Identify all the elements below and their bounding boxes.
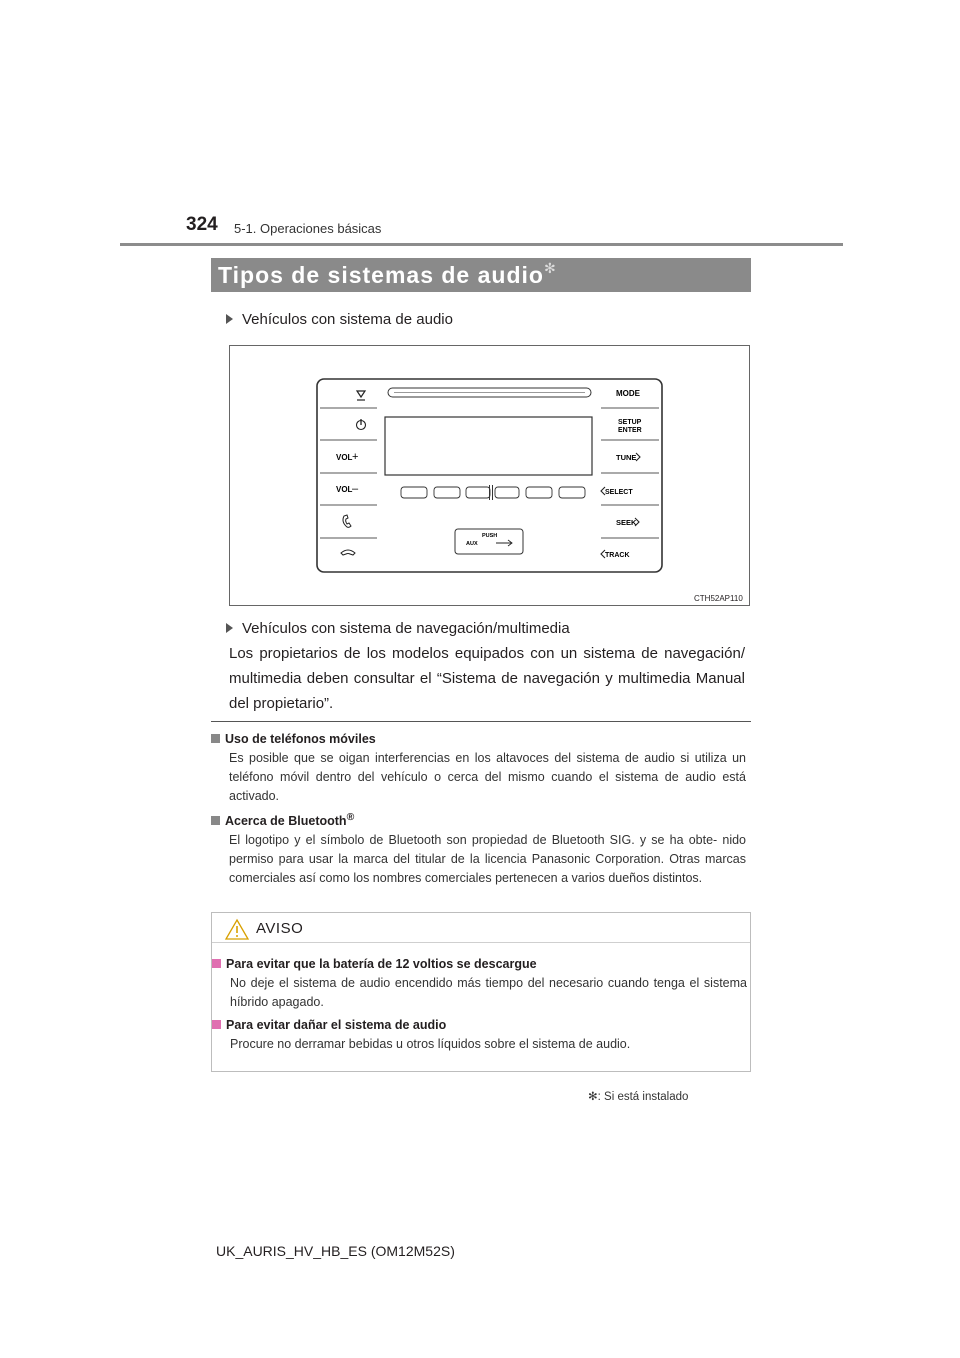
warning-header-rule bbox=[212, 942, 750, 943]
section-divider bbox=[211, 721, 751, 722]
figure-code: CTH52AP110 bbox=[694, 594, 743, 603]
push-label: PUSH bbox=[482, 533, 498, 539]
mode-label: MODE bbox=[616, 389, 640, 398]
chevron-right-icon bbox=[636, 453, 640, 461]
warning-item-heading bbox=[212, 955, 747, 974]
phone-icon bbox=[343, 515, 351, 527]
bullet-navigation-text: Vehículos con sistema de navegación/multimedia bbox=[242, 620, 570, 637]
registered-mark: ® bbox=[346, 812, 355, 823]
footnote-mark: ✻ bbox=[588, 1091, 598, 1103]
note-heading bbox=[211, 730, 746, 749]
footnote-text: : Si está instalado bbox=[597, 1091, 689, 1103]
installed-mark: ✻ bbox=[543, 260, 557, 276]
display-screen bbox=[385, 417, 592, 475]
document-code: UK_AURIS_HV_HB_ES (OM12M52S) bbox=[216, 1243, 455, 1259]
track-label: TRACK bbox=[605, 552, 630, 559]
square-bullet-icon bbox=[212, 959, 221, 968]
warning-item-text: Procure no derramar bebidas u otros líquidos sobre el sistema de audio. bbox=[230, 1037, 631, 1051]
bullet-audio bbox=[226, 311, 453, 328]
note-bluetooth bbox=[211, 808, 746, 888]
triangle-bullet-icon bbox=[226, 314, 233, 324]
plus-icon: + bbox=[352, 451, 359, 463]
aux-label: AUX bbox=[466, 541, 478, 547]
square-bullet-icon bbox=[211, 734, 220, 743]
triangle-bullet-icon bbox=[226, 623, 233, 633]
enter-label: ENTER bbox=[618, 427, 642, 434]
note-heading-text: Uso de teléfonos móviles bbox=[225, 732, 376, 746]
header-rule bbox=[120, 243, 843, 246]
warning-item-heading-text: Para evitar que la batería de 12 voltios se descargue bbox=[226, 957, 537, 971]
page-number: 324 bbox=[186, 214, 218, 235]
warning-item-heading-text: Para evitar dañar el sistema de audio bbox=[226, 1018, 447, 1032]
installed-footnote bbox=[588, 1089, 688, 1103]
warning-item-text: No deje el sistema de audio encendido más tiempo del necesario cuando tenga el sistema híbrido apagado. bbox=[230, 976, 747, 1009]
usb-icon bbox=[496, 540, 512, 546]
eject-icon bbox=[357, 391, 365, 397]
note-heading bbox=[211, 808, 746, 831]
warning-item-battery bbox=[212, 955, 747, 1012]
vol-down-label: VOL bbox=[336, 485, 353, 494]
body-paragraph: Los propietarios de los modelos equipados con un sistema de navegación/ multimedia deben consultar el “Sistema de navegación y multimedia Manual del propietario”. bbox=[229, 645, 745, 712]
setup-label: SETUP bbox=[618, 419, 642, 426]
select-label: SELECT bbox=[605, 489, 633, 496]
warning-item-audio-damage bbox=[212, 1016, 747, 1054]
minus-icon: – bbox=[352, 483, 359, 495]
bullet-audio-text: Vehículos con sistema de audio bbox=[242, 311, 453, 328]
audio-unit-illustration bbox=[230, 346, 749, 605]
warning-item-heading bbox=[212, 1016, 747, 1035]
square-bullet-icon bbox=[211, 816, 220, 825]
tune-label: TUNE bbox=[616, 453, 637, 462]
vol-up-label: VOL bbox=[336, 453, 353, 462]
warning-title: AVISO bbox=[256, 920, 304, 937]
note-heading-text: Acerca de Bluetooth bbox=[225, 814, 347, 829]
page-title-text: Tipos de sistemas de audio bbox=[218, 262, 544, 288]
section-reference: 5-1. Operaciones básicas bbox=[234, 221, 382, 236]
page-title bbox=[218, 262, 557, 289]
note-text: Es posible que se oigan interferencias en los altavoces del sistema de audio si utiliza un teléfono móvil dentro del vehículo o cerca del mismo cuando el sistema de audio está activado. bbox=[229, 751, 746, 803]
hang-up-icon bbox=[341, 550, 355, 555]
square-bullet-icon bbox=[212, 1020, 221, 1029]
seek-label: SEEK bbox=[616, 518, 637, 527]
bullet-navigation bbox=[226, 620, 570, 637]
note-text: El logotipo y el símbolo de Bluetooth son propiedad de Bluetooth SIG. y se ha obte- nido permiso para usar la marca del titular de la licencia Panasonic Corporation. Otras marcas comerciales así como los nombres comerciales pertenecen a varios dueños distintos. bbox=[229, 833, 746, 886]
note-mobile-phones bbox=[211, 730, 746, 806]
warning-triangle-icon bbox=[224, 918, 250, 941]
